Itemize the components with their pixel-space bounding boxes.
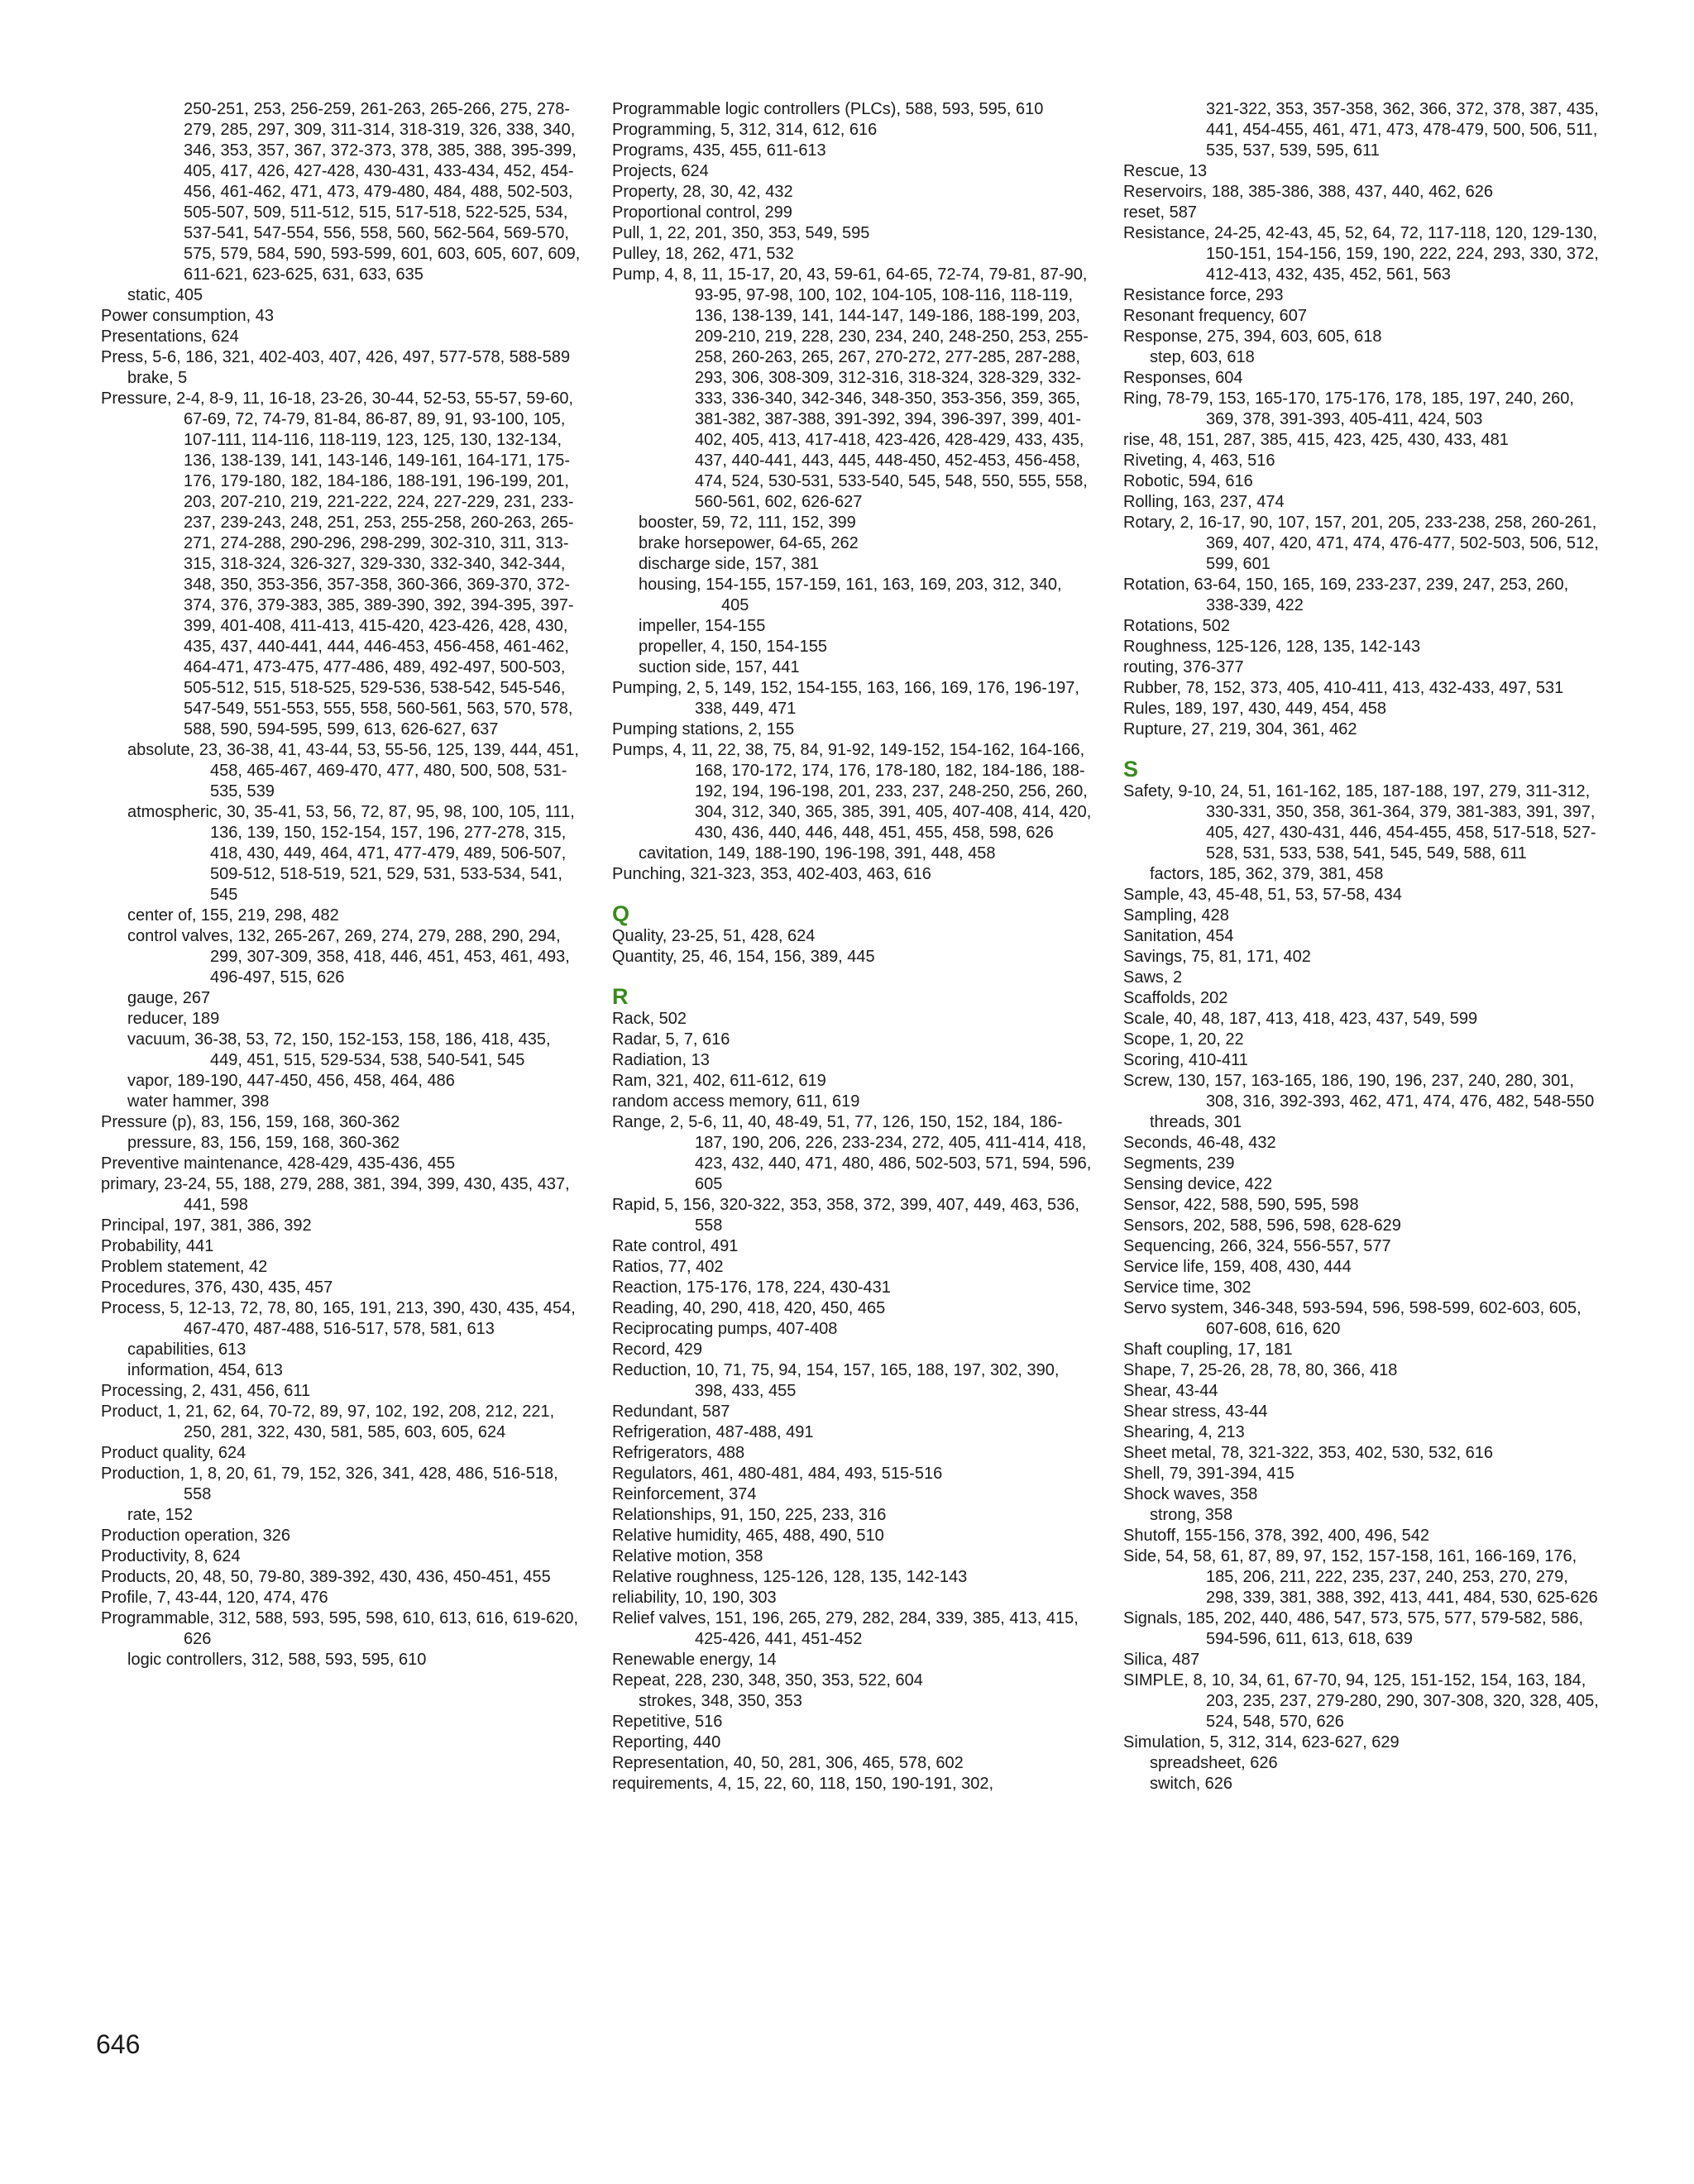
index-entry: Resistance, 24-25, 42-43, 45, 52, 64, 72, 117-118, 120, 129-130, 150-151, 154-156, 159, 190, 222, 224, 293, 330, 372, 412-413, 432, 435, 452, 561, 563 (1123, 224, 1604, 284)
index-entry: Regulators, 461, 480-481, 484, 493, 515-516 (612, 1465, 943, 1483)
index-entry: Scoring, 410-411 (1123, 1051, 1248, 1069)
index-entry: Pumping, 2, 5, 149, 152, 154-155, 163, 166, 169, 176, 196-197, 338, 449, 471 (612, 679, 1084, 718)
index-entry: Proportional control, 299 (612, 203, 792, 222)
index-entry: Reporting, 440 (612, 1733, 721, 1752)
index-subentry: reducer, 189 (127, 1010, 220, 1028)
index-entry: Shearing, 4, 213 (1123, 1423, 1245, 1441)
section-letter-heading: Q (612, 901, 630, 926)
index-subentry: spreadsheet, 626 (1150, 1754, 1278, 1772)
index-entry: Seconds, 46-48, 432 (1123, 1134, 1276, 1152)
index-entry: Rupture, 27, 219, 304, 361, 462 (1123, 720, 1357, 738)
index-entry: Sensors, 202, 588, 596, 598, 628-629 (1123, 1216, 1401, 1235)
index-entry: Range, 2, 5-6, 11, 40, 48-49, 51, 77, 126, 150, 152, 184, 186-187, 190, 206, 226, 233-234, 272, 405, 411-414, 418, 423, 432, 440, 471, 480, 486, 502-503, 571, 594, 596, 605 (612, 1113, 1096, 1193)
index-entry: Repeat, 228, 230, 348, 350, 353, 522, 604 (612, 1671, 923, 1689)
index-entry: Rubber, 78, 152, 373, 405, 410-411, 413, 432-433, 497, 531 (1123, 679, 1564, 697)
index-subentry: cavitation, 149, 188-190, 196-198, 391, 448, 458 (639, 844, 996, 863)
index-entry: Products, 20, 48, 50, 79-80, 389-392, 430, 436, 450-451, 455 (101, 1568, 551, 1586)
index-subentry: static, 405 (127, 286, 203, 304)
index-entry: Riveting, 4, 463, 516 (1123, 452, 1275, 470)
index-entry: Saws, 2 (1123, 968, 1183, 987)
index-entry: Process, 5, 12-13, 72, 78, 80, 165, 191, 213, 390, 430, 435, 454, 467-470, 487-488, 516-517, 578, 581, 613 (101, 1299, 581, 1338)
index-entry: Reduction, 10, 71, 75, 94, 154, 157, 165, 188, 197, 302, 390, 398, 433, 455 (612, 1361, 1064, 1400)
index-entry: Rules, 189, 197, 430, 449, 454, 458 (1123, 700, 1387, 718)
index-subentry: threads, 301 (1150, 1113, 1242, 1131)
index-subentry: impeller, 154-155 (639, 617, 766, 635)
index-entry: primary, 23-24, 55, 188, 279, 288, 381, 394, 399, 430, 435, 437, 441, 598 (101, 1175, 575, 1214)
index-entry: Shell, 79, 391-394, 415 (1123, 1465, 1294, 1483)
index-entry: reliability, 10, 190, 303 (612, 1589, 777, 1607)
index-subentry: vacuum, 36-38, 53, 72, 150, 152-153, 158, 186, 418, 435, 449, 451, 515, 529-534, 538, 540-541, 545 (127, 1030, 556, 1069)
index-entry: Radiation, 13 (612, 1051, 710, 1069)
index-entry: Record, 429 (612, 1341, 702, 1359)
index-entry: Refrigeration, 487-488, 491 (612, 1423, 814, 1441)
index-entry: reset, 587 (1123, 203, 1197, 222)
index-entry: Segments, 239 (1123, 1154, 1235, 1173)
index-entry: Pulley, 18, 262, 471, 532 (612, 245, 794, 263)
index-entry: Principal, 197, 381, 386, 392 (101, 1216, 312, 1235)
index-column-3 (1123, 99, 1603, 1795)
index-entry: Rescue, 13 (1123, 162, 1208, 180)
index-entry: Production, 1, 8, 20, 61, 79, 152, 326, 341, 428, 486, 516-518, 558 (101, 1465, 563, 1503)
index-entry: Programmable, 312, 588, 593, 595, 598, 610, 613, 616, 619-620, 626 (101, 1609, 583, 1648)
index-entry: Shear stress, 43-44 (1123, 1403, 1268, 1421)
index-entry-continuation: 321-322, 353, 357-358, 362, 366, 372, 378, 387, 435, 441, 454-455, 461, 471, 473, 478-479, 500, 506, 511, 535, 537, 539, 595, 611 (1206, 100, 1604, 160)
index-entry: Representation, 40, 50, 281, 306, 465, 578, 602 (612, 1754, 964, 1772)
index-subentry: water hammer, 398 (127, 1092, 270, 1111)
index-entry: Programmable logic controllers (PLCs), 588, 593, 595, 610 (612, 100, 1044, 118)
index-entry: Procedures, 376, 430, 435, 457 (101, 1278, 333, 1297)
index-subentry: brake horsepower, 64-65, 262 (639, 534, 859, 552)
index-entry: Shutoff, 155-156, 378, 392, 400, 496, 542 (1123, 1527, 1429, 1545)
index-entry: Pressure (p), 83, 156, 159, 168, 360-362 (101, 1113, 400, 1131)
index-entry: SIMPLE, 8, 10, 34, 61, 67-70, 94, 125, 151-152, 154, 163, 184, 203, 235, 237, 279-280, 290, 307-308, 320, 328, 405, 524, 548, 570, 626 (1123, 1671, 1604, 1731)
index-entry: Projects, 624 (612, 162, 709, 180)
index-entry: Redundant, 587 (612, 1403, 730, 1421)
index-entry: Profile, 7, 43-44, 120, 474, 476 (101, 1589, 328, 1607)
index-subentry: control valves, 132, 265-267, 269, 274, 279, 288, 290, 294, 299, 307-309, 358, 418, 446, 451, 453, 461, 493, 496-497, 515, 626 (127, 927, 575, 987)
index-entry: Scale, 40, 48, 187, 413, 418, 423, 437, 549, 599 (1123, 1010, 1478, 1028)
index-entry: Relative humidity, 465, 488, 490, 510 (612, 1527, 884, 1545)
index-entry: Processing, 2, 431, 456, 611 (101, 1382, 311, 1400)
index-entry: Signals, 185, 202, 440, 486, 547, 573, 575, 577, 579-582, 586, 594-596, 611, 613, 618, 639 (1123, 1609, 1588, 1648)
index-subentry: gauge, 267 (127, 989, 211, 1007)
index-entry: Product quality, 624 (101, 1444, 246, 1462)
index-entry: Radar, 5, 7, 616 (612, 1030, 730, 1049)
index-entry: Rotations, 502 (1123, 617, 1230, 635)
index-entry: Press, 5-6, 186, 321, 402-403, 407, 426, 497, 577-578, 588-589 (101, 348, 571, 366)
index-entry: Shock waves, 358 (1123, 1485, 1258, 1503)
index-entry: Pressure, 2-4, 8-9, 11, 16-18, 23-26, 30-44, 52-53, 55-57, 59-60, 67-69, 72, 74-79, 81-84, 86-87, 89, 91, 93-100, 105, 107-111, 114-116, 118-119, 123, 125, 130, 132-134, 136, 138-139, 141, 143-146, 149-161, 164-171, 175-176, 179-180, 182, 184-186, 188-191, 196-199, 201, 203, 207-210, 219, 221-222, 224, 227-229, 231, 233-237, 239-243, 248, 251, 253, 255-258, 260-263, 265-271, 274-288, 290-296, 298-299, 302-310, 311, 313-315, 318-324, 326-327, 329-330, 332-340, 342-344, 348, 350, 353-356, 357-358, 360-366, 369-370, 372-374, 376, 379-383, 385, 389-390, 392, 394-395, 397-399, 401-408, 411-413, 415-420, 423-426, 428, 430, 435, 437, 440-441, 444, 446-453, 456-458, 461-462, 464-471, 473-475, 477-486, 489, 492-497, 500-503, 505-512, 515, 518-525, 529-536, 538-542, 545-546, 547-549, 551-553, 555, 558, 560-561, 563, 570, 578, 588, 590, 594-595, 599, 613, 626-627, 637 (101, 389, 578, 738)
index-entry: Property, 28, 30, 42, 432 (612, 183, 793, 201)
index-entry: Repetitive, 516 (612, 1713, 723, 1731)
index-subentry: housing, 154-155, 157-159, 161, 163, 169, 203, 312, 340, 405 (639, 576, 1067, 614)
index-entry: Silica, 487 (1123, 1651, 1200, 1669)
index-entry: Responses, 604 (1123, 369, 1243, 387)
page-number: 646 (96, 2029, 141, 2059)
index-entry: Reinforcement, 374 (612, 1485, 757, 1503)
index-entry: Screw, 130, 157, 163-165, 186, 190, 196, 237, 240, 280, 301, 308, 316, 392-393, 462, 471, 474, 476, 482, 548-550 (1123, 1072, 1595, 1111)
index-entry: Simulation, 5, 312, 314, 623-627, 629 (1123, 1733, 1400, 1752)
index-entry: Service life, 159, 408, 430, 444 (1123, 1258, 1352, 1276)
index-entry: Rack, 502 (612, 1010, 687, 1028)
index-entry: Rotation, 63-64, 150, 165, 169, 233-237, 239, 247, 253, 260, 338-339, 422 (1123, 576, 1573, 614)
index-entry: Shaft coupling, 17, 181 (1123, 1341, 1293, 1359)
index-column-2 (612, 99, 1096, 1795)
index-subentry: information, 454, 613 (127, 1361, 283, 1379)
index-entry: Reservoirs, 188, 385-386, 388, 437, 440, 462, 626 (1123, 183, 1493, 201)
index-entry: Renewable energy, 14 (612, 1651, 777, 1669)
index-entry: Pull, 1, 22, 201, 350, 353, 549, 595 (612, 224, 870, 242)
index-subentry: rate, 152 (127, 1506, 193, 1524)
index-entry: Resonant frequency, 607 (1123, 307, 1308, 325)
index-entry: Rapid, 5, 156, 320-322, 353, 358, 372, 399, 407, 449, 463, 536, 558 (612, 1196, 1084, 1235)
index-entry: Servo system, 346-348, 593-594, 596, 598-599, 602-603, 605, 607-608, 616, 620 (1123, 1299, 1586, 1338)
index-entry: Response, 275, 394, 603, 605, 618 (1123, 327, 1382, 346)
index-entry: Programs, 435, 455, 611-613 (612, 141, 826, 160)
index-entry-continuation: 250-251, 253, 256-259, 261-263, 265-266, 275, 278-279, 285, 297, 309, 311-314, 318-319, 326, 338, 340, 346, 353, 357, 367, 372-373, 378, 385, 388, 395-399, 405, 417, 426, 427-428, 430-431, 433-434, 452, 454-456, 461-462, 471, 473, 479-480, 484, 488, 502-503, 505-507, 509, 511-512, 515, 517-518, 522-525, 534, 537-541, 547-554, 556, 558, 560, 562-564, 569-570, 575, 579, 584, 590, 593-599, 601, 603, 605, 607, 609, 611-621, 623-625, 631, 633, 635 (184, 100, 585, 284)
index-entry: Side, 54, 58, 61, 87, 89, 97, 152, 157-158, 161, 166-169, 176, 185, 206, 211, 222, 235, 237, 240, 253, 270, 279, 298, 339, 381, 388, 392, 413, 441, 484, 530, 625-626 (1123, 1547, 1598, 1607)
index-entry: Relative roughness, 125-126, 128, 135, 142-143 (612, 1568, 968, 1586)
index-entry: Scope, 1, 20, 22 (1123, 1030, 1244, 1049)
index-entry: Safety, 9-10, 24, 51, 161-162, 185, 187-188, 197, 279, 311-312, 330-331, 350, 358, 361-364, 379, 381-383, 391, 397, 405, 427, 430-431, 446, 454-455, 458, 517-518, 527-528, 531, 533, 538, 541, 545, 549, 588, 611 (1123, 782, 1600, 863)
index-entry: Roughness, 125-126, 128, 135, 142-143 (1123, 638, 1421, 656)
index-entry: Relative motion, 358 (612, 1547, 763, 1565)
index-entry: Reaction, 175-176, 178, 224, 430-431 (612, 1278, 891, 1297)
index-entry: Productivity, 8, 624 (101, 1547, 241, 1565)
index-entry: routing, 376-377 (1123, 658, 1244, 676)
index-entry: Sensing device, 422 (1123, 1175, 1273, 1193)
index-entry: Ratios, 77, 402 (612, 1258, 724, 1276)
index-entry: Reciprocating pumps, 407-408 (612, 1320, 838, 1338)
index-entry: Product, 1, 21, 62, 64, 70-72, 89, 97, 102, 192, 208, 212, 221, 250, 281, 322, 430, 581, 585, 603, 605, 624 (101, 1403, 559, 1441)
index-subentry: center of, 155, 219, 298, 482 (127, 906, 339, 925)
index-entry: Robotic, 594, 616 (1123, 472, 1253, 490)
index-entry: Production operation, 326 (101, 1527, 291, 1545)
index-entry: Sequencing, 266, 324, 556-557, 577 (1123, 1237, 1391, 1255)
index-entry: Reading, 40, 290, 418, 420, 450, 465 (612, 1299, 886, 1317)
index-entry: Sensor, 422, 588, 590, 595, 598 (1123, 1196, 1359, 1214)
index-subentry: pressure, 83, 156, 159, 168, 360-362 (127, 1134, 400, 1152)
index-entry: Shape, 7, 25-26, 28, 78, 80, 366, 418 (1123, 1361, 1398, 1379)
index-entry: Quantity, 25, 46, 154, 156, 389, 445 (612, 948, 875, 966)
index-entry: Rolling, 163, 237, 474 (1123, 493, 1285, 511)
index-entry: Relationships, 91, 150, 225, 233, 316 (612, 1506, 887, 1524)
index-subentry: strokes, 348, 350, 353 (639, 1692, 802, 1710)
index-subentry: booster, 59, 72, 111, 152, 399 (639, 514, 856, 532)
index-subentry: discharge side, 157, 381 (639, 555, 819, 573)
index-subentry: propeller, 4, 150, 154-155 (639, 638, 827, 656)
index-subentry: factors, 185, 362, 379, 381, 458 (1150, 865, 1384, 883)
index-subentry: absolute, 23, 36-38, 41, 43-44, 53, 55-56, 125, 139, 444, 451, 458, 465-467, 469-470, 477, 480, 500, 508, 531-535, 539 (127, 741, 584, 800)
index-entry: Preventive maintenance, 428-429, 435-436, 455 (101, 1154, 456, 1173)
index-column-1 (101, 99, 585, 1670)
index-entry: Refrigerators, 488 (612, 1444, 745, 1462)
index-subentry: capabilities, 613 (127, 1341, 246, 1359)
index-subentry: suction side, 157, 441 (639, 658, 800, 676)
index-subentry: logic controllers, 312, 588, 593, 595, 610 (127, 1651, 427, 1669)
index-entry: Scaffolds, 202 (1123, 989, 1228, 1007)
index-entry: Shear, 43-44 (1123, 1382, 1218, 1400)
index-entry: Service time, 302 (1123, 1278, 1251, 1297)
index-entry: Pumps, 4, 11, 22, 38, 75, 84, 91-92, 149-152, 154-162, 164-166, 168, 170-172, 174, 176, 178-180, 182, 184-186, 188-192, 194, 196-198, 201, 233, 237, 248-250, 256, 260, 304, 312, 340, 365, 385, 391, 405, 407-408, 414, 420, 430, 436, 440, 446, 448, 451, 455, 458, 598, 626 (612, 741, 1096, 842)
index-entry: random access memory, 611, 619 (612, 1092, 860, 1111)
index-entry: Pumping stations, 2, 155 (612, 720, 795, 738)
index-entry: Pump, 4, 8, 11, 15-17, 20, 43, 59-61, 64-65, 72-74, 79-81, 87-90, 93-95, 97-98, 100, 102, 104-105, 108-116, 118-119, 136, 138-139, 141, 144-147, 149-186, 188-199, 203, 209-210, 219, 228, 230, 234, 240, 248-250, 253, 255-258, 260-263, 265, 267, 270-272, 277-285, 287-288, 293, 306, 308-309, 312-316, 318-324, 328-329, 332-333, 336-340, 342-346, 348-350, 353-356, 359, 365, 381-382, 387-388, 391-392, 394, 396-397, 399, 401-402, 405, 413, 417-418, 423-426, 428-429, 433, 435, 437, 440-441, 443, 445, 448-450, 452-453, 456-458, 474, 524, 530-531, 533-540, 545, 548, 550, 555, 558, 560-561, 602, 626-627 (612, 265, 1093, 511)
index-subentry: brake, 5 (127, 369, 188, 387)
index-subentry: step, 603, 618 (1150, 348, 1255, 366)
section-letter-heading: R (612, 984, 629, 1009)
index-entry: Sheet metal, 78, 321-322, 353, 402, 530, 532, 616 (1123, 1444, 1494, 1462)
index-entry: Presentations, 624 (101, 327, 239, 346)
index-entry: Probability, 441 (101, 1237, 214, 1255)
section-letter-heading: S (1123, 757, 1139, 781)
index-entry: Sample, 43, 45-48, 51, 53, 57-58, 434 (1123, 886, 1402, 904)
index-subentry: strong, 358 (1150, 1506, 1233, 1524)
index-entry: Sanitation, 454 (1123, 927, 1234, 945)
index-entry: Punching, 321-323, 353, 402-403, 463, 616 (612, 865, 931, 883)
index-subentry: switch, 626 (1150, 1775, 1233, 1793)
index-entry: Power consumption, 43 (101, 307, 275, 325)
index-entry: Savings, 75, 81, 171, 402 (1123, 948, 1311, 966)
index-entry: Rotary, 2, 16-17, 90, 107, 157, 201, 205, 233-238, 258, 260-261, 369, 407, 420, 471, 474, 476-477, 502-503, 506, 512, 599, 601 (1123, 514, 1604, 573)
index-entry: Programming, 5, 312, 314, 612, 616 (612, 121, 878, 139)
index-entry: Relief valves, 151, 196, 265, 279, 282, 284, 339, 385, 413, 415, 425-426, 441, 451-452 (612, 1609, 1084, 1648)
index-entry: Ring, 78-79, 153, 165-170, 175-176, 178, 185, 197, 240, 260, 369, 378, 391-393, 405-411, 424, 503 (1123, 389, 1579, 428)
index-entry: Rate control, 491 (612, 1237, 739, 1255)
index-entry: Resistance force, 293 (1123, 286, 1284, 304)
index-entry: rise, 48, 151, 287, 385, 415, 423, 425, 430, 433, 481 (1123, 431, 1509, 449)
index-entry: Quality, 23-25, 51, 428, 624 (612, 927, 816, 945)
index-entry: Ram, 321, 402, 611-612, 619 (612, 1072, 826, 1090)
index-entry: Problem statement, 42 (101, 1258, 268, 1276)
index-entry: requirements, 4, 15, 22, 60, 118, 150, 190-191, 302, (612, 1775, 994, 1793)
index-entry: Sampling, 428 (1123, 906, 1229, 925)
index-subentry: atmospheric, 30, 35-41, 53, 56, 72, 87, 95, 98, 100, 105, 111, 136, 139, 150, 152-154, 157, 196, 277-278, 315, 418, 430, 449, 464, 471, 477-479, 489, 506-507, 509-512, 518-519, 521, 529, 531, 533-534, 541, 545 (127, 803, 580, 904)
index-subentry: vapor, 189-190, 447-450, 456, 458, 464, 486 (127, 1072, 455, 1090)
